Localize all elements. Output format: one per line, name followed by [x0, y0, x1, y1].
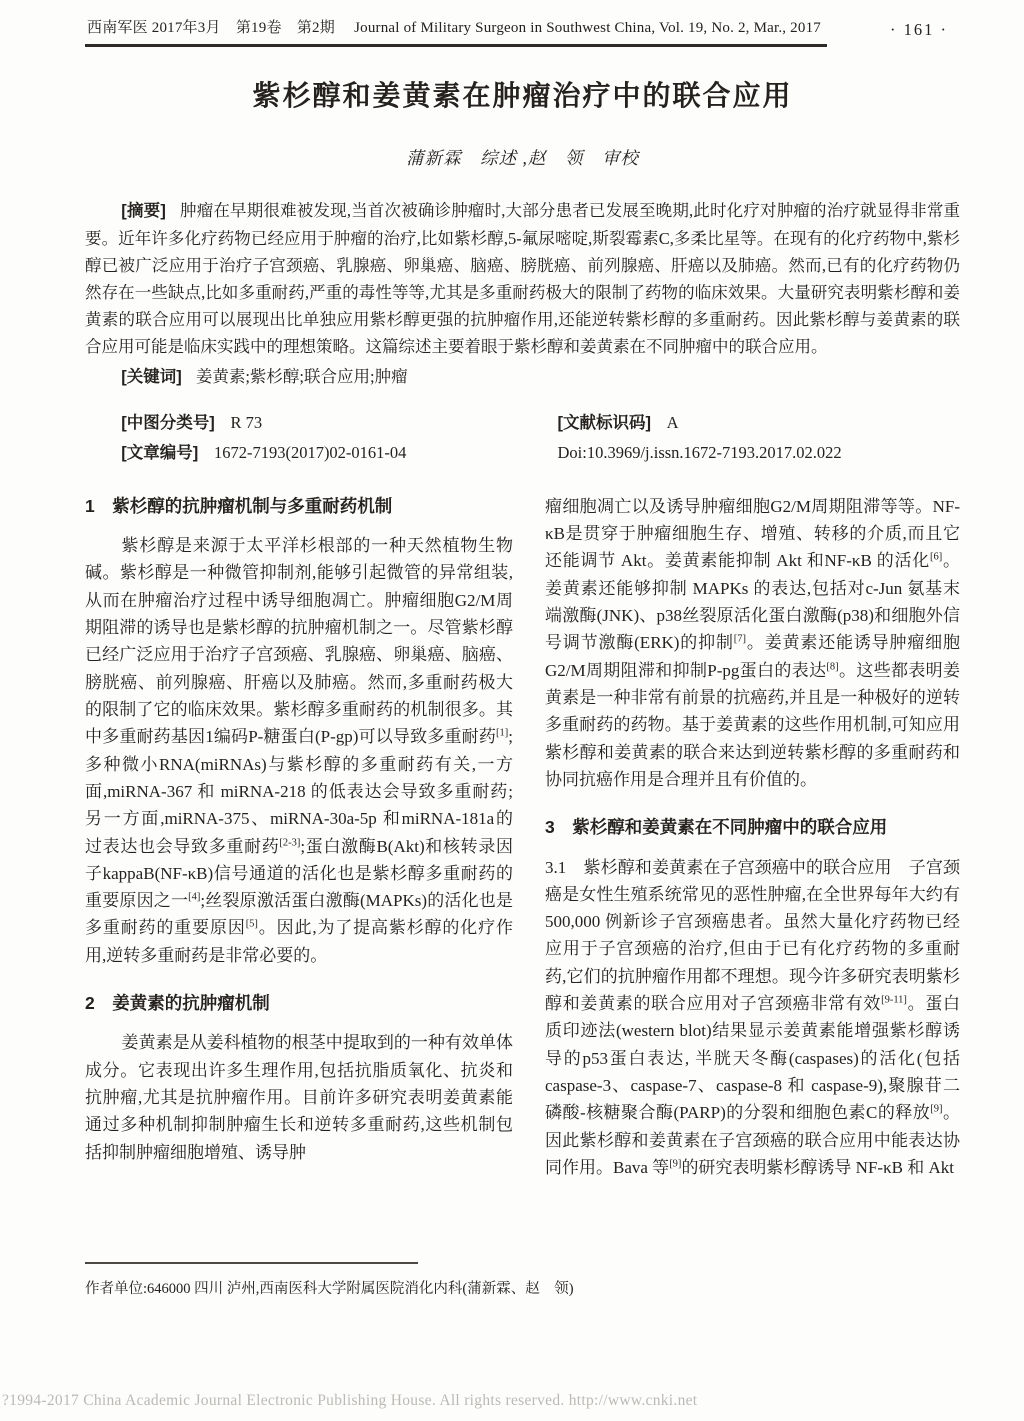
page-number: · 161 · — [890, 20, 948, 39]
article-id-value: 1672-7193(2017)02-0161-04 — [213, 442, 407, 462]
abstract-label: [摘要] — [121, 202, 166, 220]
keywords-line — [85, 363, 960, 391]
section-3-heading: 3 紫杉醇和姜黄素在不同肿瘤中的联合应用 — [545, 817, 888, 838]
meta-row-1 — [85, 408, 960, 438]
doi-cell — [558, 438, 961, 468]
article-title: 紫杉醇和姜黄素在肿瘤治疗中的联合应用 — [252, 80, 793, 111]
article-authors: 蒲新霖 综述 ,赵 领 审校 — [406, 148, 639, 168]
section-2-heading: 2 姜黄素的抗肿瘤机制 — [85, 993, 270, 1014]
section-2-paragraph: 姜黄素是从姜科植物的根茎中提取到的一种有效单体成分。它表现出许多生理作用,包括抗脂质氧化、抗炎和抗肿瘤,尤其是抗肿瘤作用。目前许多研究表明姜黄素能通过多种机制抑制肿瘤生长和逆转多重耐药,这些机制包括抑制肿瘤细胞增殖、诱导肿 — [85, 1033, 513, 1162]
journal-header-line: 西南军医 2017年3月 第19卷 第2期 Journal of Military Surgeon in Southwest China, Vol. 19, No. 2, Mar., 2017 — [85, 16, 827, 47]
left-column — [85, 493, 513, 1181]
section-1-heading: 1 紫杉醇的抗肿瘤机制与多重耐药机制 — [85, 495, 393, 516]
footnote-rule — [85, 1262, 418, 1264]
section-3-1-paragraph: 3.1 紫杉醇和姜黄素在子宫颈癌中的联合应用 子宫颈癌是女性生殖系统常见的恶性肿瘤,在全世界每年大约有 500,000 例新诊子宫颈癌患者。虽然大量化疗药物已经应用于子宫颈癌的治疗,但由于已有化疗药物的多重耐药,它们的抗肿瘤作用都不理想。现今许多研究表明紫杉醇和姜黄素的联合应用对子宫颈癌非常有效[9-11]。蛋白质印迹法(western blot)结果显示姜黄素能增强紫杉醇诱导的p53蛋白表达, 半胱天冬酶(caspases)的活化(包括 caspase-3、caspase-7、caspase-8 和 caspase-9),聚腺苷二磷酸-核糖聚合酶(PARP)的分裂和细胞色素C的释放[9]。因此紫杉醇和姜黄素在子宫颈癌的联合应用中能表达协同作用。Bava 等[9]的研究表明紫杉醇诱导 NF-κB 和 Akt — [545, 857, 961, 1177]
page-header — [85, 16, 960, 47]
author-affiliation-text: 作者单位:646000 四川 泸州,西南医科大学附属医院消化内科(蒲新霖、赵 领) — [85, 1281, 574, 1297]
keywords-text: 姜黄素;紫杉醇;联合应用;肿瘤 — [195, 367, 408, 387]
doc-code-cell — [558, 408, 961, 438]
keywords-label: [关键词] — [121, 368, 182, 387]
article-id-label: [文章编号] — [121, 443, 199, 462]
section-1-paragraph: 紫杉醇是来源于太平洋杉根部的一种天然植物生物碱。紫杉醇是一种微管抑制剂,能够引起微管的异常组装,从而在肿瘤治疗过程中诱导细胞凋亡。肿瘤细胞G2/M周期阻滞的诱导也是紫杉醇的抗肿瘤机制之一。尽管紫杉醇已经广泛应用于治疗子宫颈癌、乳腺癌、卵巢癌、脑癌、膀胱癌、前列腺癌、肝癌以及肺癌。然而,多重耐药极大的限制了它的临床效果。紫杉醇多重耐药的机制很多。其中多重耐药基因1编码P-糖蛋白(P-gp)可以导致多重耐药[1];多种微小RNA(miRNAs)与紫杉醇的多重耐药有关,一方面,miRNA-367 和 miRNA-218 的低表达会导致多重耐药;另一方面,miRNA-375、miRNA-30a-5p 和miRNA-181a的过表达也会导致多重耐药[2-3];蛋白激酶B(Akt)和核转录因子kappaB(NF-κB)信号通道的活化也是紫杉醇多重耐药的重要原因之一[4];丝裂原激活蛋白激酶(MAPKs)的活化也是多重耐药的重要原因[5]。因此,为了提高紫杉醇的化疗作用,逆转多重耐药是非常必要的。 — [85, 536, 513, 965]
body-columns — [85, 493, 960, 1181]
right-column — [545, 493, 960, 1181]
article-id-cell — [85, 438, 558, 468]
clc-value: R 73 — [230, 412, 263, 432]
meta-row-2 — [85, 438, 960, 468]
doc-code-label: [文献标识码] — [557, 413, 651, 432]
section-2-paragraph-continued: 瘤细胞凋亡以及诱导肿瘤细胞G2/M周期阻滞等等。NF-κB是贯穿于肿瘤细胞生存、增殖、转移的介质,而且它还能调节 Akt。姜黄素能抑制 Akt 和NF-κB 的活化[6]。姜黄素还能够抑制 MAPKs 的表达,包括对c-Jun 氨基末端激酶(JNK)、p38丝裂原活化蛋白激酶(p38)和细胞外信号调节激酶(ERK)的抑制[7]。姜黄素还能诱导肿瘤细胞G2/M周期阻滞和抑制P-pg蛋白的表达[8]。这些都表明姜黄素是一种非常有前景的抗癌药,并且是一种极好的逆转多重耐药的药物。基于姜黄素的这些作用机制,可知应用紫杉醇和姜黄素的联合来达到逆转紫杉醇的多重耐药和协同抗癌作用是合理并且有价值的。 — [545, 496, 961, 789]
doi-value: Doi:10.3969/j.issn.1672-7193.2017.02.022 — [557, 442, 842, 462]
clc-label: [中图分类号] — [121, 413, 215, 432]
abstract-text: 肿瘤在早期很难被发现,当首次被确诊肿瘤时,大部分患者已发展至晚期,此时化疗对肿瘤的治疗就显得非常重要。近年许多化疗药物已经应用于肿瘤的治疗,比如紫杉醇,5-氟尿嘧啶,斯裂霉素C,多柔比星等。在现有的化疗药物中,紫杉醇已被广泛应用于治疗子宫颈癌、乳腺癌、卵巢癌、脑癌、膀胱癌、前列腺癌、肝癌以及肺癌。然而,已有的化疗药物仍然存在一些缺点,比如多重耐药,严重的毒性等等,尤其是多重耐药极大的限制了药物的临床效果。大量研究表明紫杉醇和姜黄素的联合应用可以展现出比单独应用紫杉醇更强的抗肿瘤作用,还能逆转紫杉醇的多重耐药。因此紫杉醇与姜黄素的联合应用可能是临床实践中的理想策略。这篇综述主要着眼于紫杉醇和姜黄素在不同肿瘤中的联合应用。 — [85, 201, 960, 357]
clc-cell — [85, 408, 558, 438]
cnki-copyright-line: ?1994-2017 China Academic Journal Electronic Publishing House. All rights reserved. http://www.cnki.net — [2, 1392, 698, 1409]
doc-code-value: A — [666, 412, 679, 432]
author-affiliation-footnote — [85, 1262, 960, 1298]
abstract-paragraph — [85, 197, 960, 360]
